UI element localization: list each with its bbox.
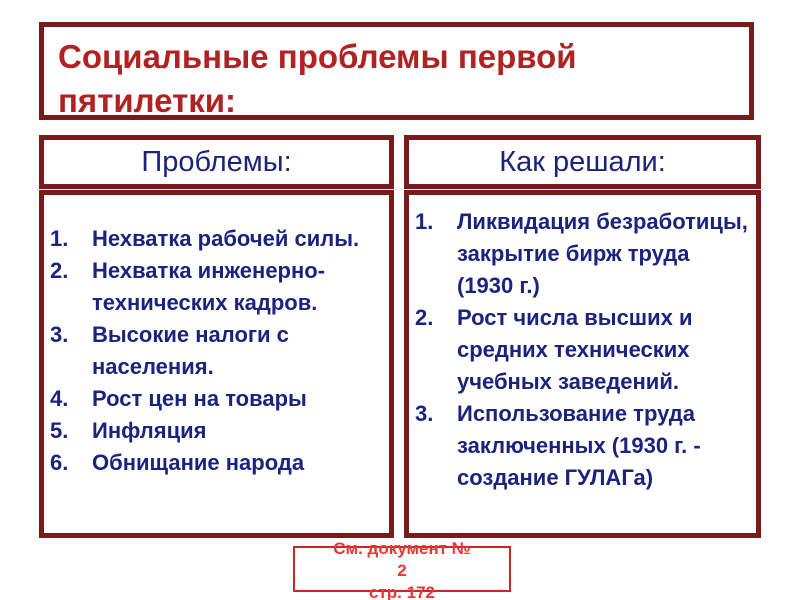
- problems-list: [50, 223, 381, 479]
- solutions-box: [404, 190, 761, 538]
- problems-header: Проблемы:: [39, 135, 394, 189]
- list-item: [50, 447, 381, 479]
- solutions-list: [415, 206, 748, 494]
- item-text: Нехватка рабочей силы.: [92, 226, 360, 251]
- reference-line-2: 2: [397, 561, 407, 580]
- item-text: Обнищание народа: [92, 450, 305, 475]
- item-text: Рост цен на товары: [92, 386, 307, 411]
- document-reference: [295, 538, 509, 600]
- solutions-header: Как решали:: [404, 135, 761, 189]
- item-number: 3.: [415, 401, 434, 426]
- item-text: Использование труда заключенных (1930 г. - создание ГУЛАГа): [457, 401, 701, 490]
- item-number: 4.: [50, 386, 69, 411]
- item-number: 1.: [415, 209, 434, 234]
- reference-line-3: стр. 172: [369, 583, 435, 600]
- problems-box: [39, 190, 394, 538]
- item-text: Высокие налоги с населения.: [92, 322, 289, 379]
- item-text: Ликвидация безработицы, закрытие бирж труда (1930 г.): [457, 209, 748, 298]
- item-number: 6.: [50, 450, 69, 475]
- list-item: [50, 255, 381, 319]
- item-number: 5.: [50, 418, 69, 443]
- item-number: 3.: [50, 322, 69, 347]
- slide-title: Социальные проблемы первой пятилетки:: [58, 38, 577, 119]
- list-item: [50, 319, 381, 383]
- list-item: [415, 302, 748, 398]
- list-item: [50, 383, 381, 415]
- list-item: [50, 223, 381, 255]
- item-text: Рост числа высших и средних технических учебных заведений.: [457, 305, 693, 394]
- document-reference-box: [293, 539, 511, 600]
- item-number: 1.: [50, 226, 69, 251]
- reference-line-1: См. документ №: [333, 539, 471, 558]
- item-text: Нехватка инженерно-технических кадров.: [92, 258, 326, 315]
- item-text: Инфляция: [92, 418, 207, 443]
- item-number: 2.: [415, 305, 434, 330]
- list-item: [415, 398, 748, 494]
- item-number: 2.: [50, 258, 69, 283]
- list-item: [415, 206, 748, 302]
- title-box: [39, 22, 754, 120]
- list-item: [50, 415, 381, 447]
